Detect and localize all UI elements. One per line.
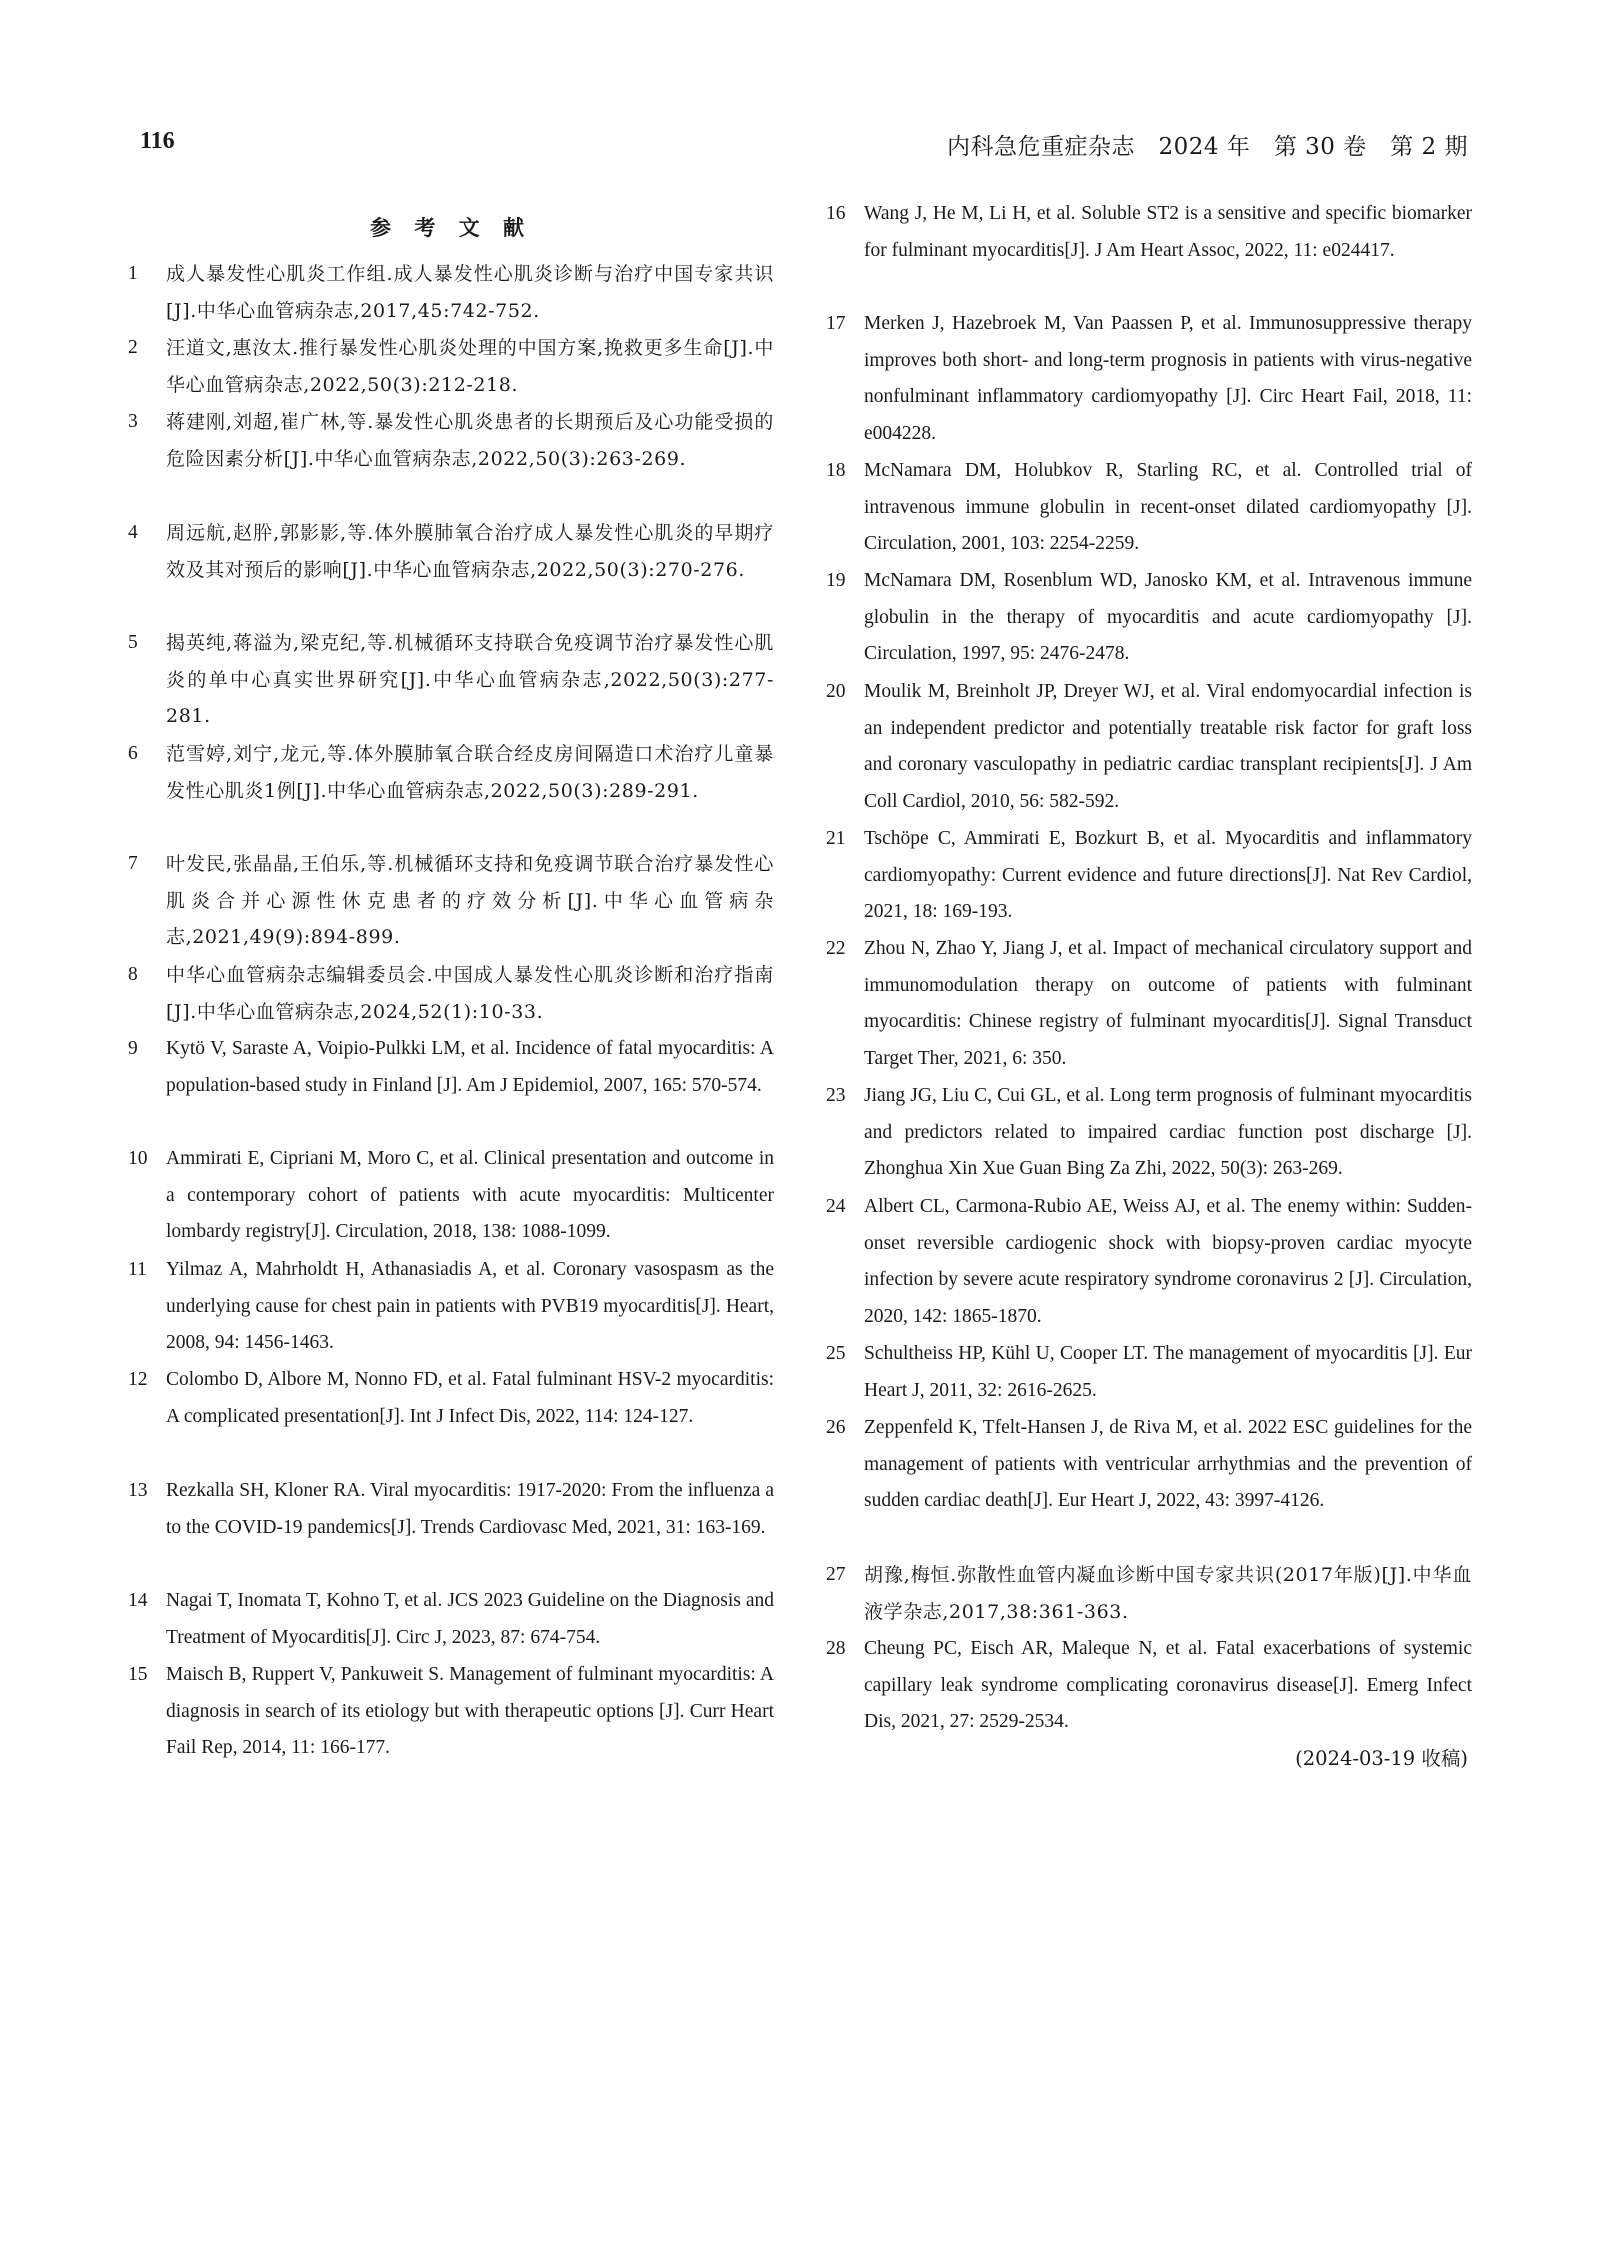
reference-item [826, 1557, 1472, 1630]
reference-item [128, 404, 774, 477]
reference-number: 12 [128, 1369, 148, 1390]
reference-item [128, 625, 774, 735]
reference-number: 14 [128, 1590, 148, 1611]
reference-text: 范雪婷,刘宁,龙元,等.体外膜肺氧合联合经皮房间隔造口术治疗儿童暴发性心肌炎1例[J].中华心血管病杂志,2022,50(3):289-291. [166, 743, 774, 802]
reference-text: Colombo D, Albore M, Nonno FD, et al. Fatal fulminant HSV-2 myocarditis: A complicated presentation[J]. Int J Infect Dis, 2022, 114: 124-127. [166, 1369, 774, 1427]
reference-number: 16 [826, 203, 846, 224]
reference-number: 23 [826, 1085, 846, 1106]
reference-number: 26 [826, 1417, 846, 1438]
reference-item [128, 330, 774, 403]
reference-text: Nagai T, Inomata T, Kohno T, et al. JCS 2023 Guideline on the Diagnosis and Treatment of Myocarditis[J]. Circ J, 2023, 87: 674-754. [166, 1590, 774, 1648]
reference-number: 3 [128, 411, 138, 432]
reference-item [128, 1141, 774, 1251]
reference-item [128, 736, 774, 809]
reference-text: Schultheiss HP, Kühl U, Cooper LT. The management of myocarditis [J]. Eur Heart J, 2011, 32: 2616-2625. [864, 1343, 1472, 1401]
reference-number: 24 [826, 1196, 846, 1217]
reference-number: 27 [826, 1564, 846, 1585]
reference-text: 中华心血管病杂志编辑委员会.中国成人暴发性心肌炎诊断和治疗指南[J].中华心血管病杂志,2024,52(1):10-33. [166, 964, 774, 1023]
reference-text: 蒋建刚,刘超,崔广林,等.暴发性心肌炎患者的长期预后及心功能受损的危险因素分析[J].中华心血管病杂志,2022,50(3):263-269. [166, 411, 774, 470]
reference-number: 11 [128, 1259, 147, 1280]
reference-text: Maisch B, Ruppert V, Pankuweit S. Management of fulminant myocarditis: A diagnosis in search of its etiology but with therapeutic options [J]. Curr Heart Fail Rep, 2014, 11: 166-177. [166, 1664, 774, 1759]
reference-item [128, 1583, 774, 1656]
reference-number: 20 [826, 681, 846, 702]
reference-text: Albert CL, Carmona-Rubio AE, Weiss AJ, et al. The enemy within: Sudden-onset reversible cardiogenic shock with biopsy-proven cardiac myocyte infection by severe acute respiratory syndrome coronavirus 2 [J]. Circulation, 2020, 142: 1865-1870. [864, 1196, 1472, 1327]
reference-item [826, 196, 1472, 269]
reference-text: 成人暴发性心肌炎工作组.成人暴发性心肌炎诊断与治疗中国专家共识[J].中华心血管病杂志,2017,45:742-752. [166, 263, 774, 322]
reference-number: 22 [826, 938, 846, 959]
reference-text: 周远航,赵肸,郭影影,等.体外膜肺氧合治疗成人暴发性心肌炎的早期疗效及其对预后的影响[J].中华心血管病杂志,2022,50(3):270-276. [166, 522, 774, 581]
reference-number: 2 [128, 337, 138, 358]
journal-header: 内科急危重症杂志 2024 年 第 30 卷 第 2 期 [947, 134, 1468, 160]
reference-item [826, 931, 1472, 1077]
reference-text: Kytö V, Saraste A, Voipio-Pulkki LM, et al. Incidence of fatal myocarditis: A population-based study in Finland [J]. Am J Epidemiol, 2007, 165: 570-574. [166, 1038, 774, 1096]
reference-item [128, 1362, 774, 1435]
reference-number: 28 [826, 1638, 846, 1659]
references-heading: 参 考 文 献 [370, 215, 532, 240]
reference-item [128, 1031, 774, 1104]
reference-number: 10 [128, 1148, 148, 1169]
reference-number: 8 [128, 964, 138, 985]
reference-text: 揭英纯,蒋溢为,梁克纪,等.机械循环支持联合免疫调节治疗暴发性心肌炎的单中心真实世界研究[J].中华心血管病杂志,2022,50(3):277-281. [166, 632, 774, 728]
reference-item [826, 453, 1472, 563]
reference-text: Cheung PC, Eisch AR, Maleque N, et al. Fatal exacerbations of systemic capillary leak syndrome complicating coronavirus disease[J]. Emerg Infect Dis, 2021, 27: 2529-2534. [864, 1638, 1472, 1733]
reference-text: Zeppenfeld K, Tfelt-Hansen J, de Riva M, et al. 2022 ESC guidelines for the management of patients with ventricular arrhythmias and the prevention of sudden cardiac death[J]. Eur Heart J, 2022, 43: 3997-4126. [864, 1417, 1472, 1512]
reference-number: 5 [128, 632, 138, 653]
reference-number: 9 [128, 1038, 138, 1059]
reference-item [826, 1336, 1472, 1409]
reference-text: Zhou N, Zhao Y, Jiang J, et al. Impact of mechanical circulatory support and immunomodulation therapy on outcome of patients with fulminant myocarditis: Chinese registry of fulminant myocarditis[J]. Signal Transduct Target Ther, 2021, 6: 350. [864, 938, 1472, 1069]
reference-text: Tschöpe C, Ammirati E, Bozkurt B, et al. Myocarditis and inflammatory cardiomyopathy: Current evidence and future directions[J]. Nat Rev Cardiol, 2021, 18: 169-193. [864, 828, 1472, 923]
reference-text: Merken J, Hazebroek M, Van Paassen P, et al. Immunosuppressive therapy improves both short- and long-term prognosis in patients with virus-negative nonfulminant inflammatory cardiomyopathy [J]. Circ Heart Fail, 2018, 11: e004228. [864, 313, 1472, 444]
reference-number: 21 [826, 828, 846, 849]
reference-number: 4 [128, 522, 138, 543]
reference-text: Wang J, He M, Li H, et al. Soluble ST2 is a sensitive and specific biomarker for fulminant myocarditis[J]. J Am Heart Assoc, 2022, 11: e024417. [864, 203, 1472, 261]
reference-number: 19 [826, 570, 846, 591]
reference-number: 13 [128, 1480, 148, 1501]
reference-number: 17 [826, 313, 846, 334]
page-number: 116 [140, 128, 175, 154]
reference-item [826, 1078, 1472, 1188]
reference-item [826, 563, 1472, 673]
reference-item [826, 306, 1472, 452]
reference-text: McNamara DM, Holubkov R, Starling RC, et al. Controlled trial of intravenous immune globulin in recent-onset dilated cardiomyopathy [J]. Circulation, 2001, 103: 2254-2259. [864, 460, 1472, 555]
reference-number: 7 [128, 853, 138, 874]
reference-item [128, 846, 774, 956]
reference-item [826, 1631, 1472, 1741]
received-date: (2024-03-19 收稿) [1295, 1747, 1468, 1770]
reference-text: Moulik M, Breinholt JP, Dreyer WJ, et al. Viral endomyocardial infection is an independent predictor and potentially treatable risk factor for graft loss and coronary vasculopathy in pediatric cardiac transplant recipients[J]. J Am Coll Cardiol, 2010, 56: 582-592. [864, 681, 1472, 812]
reference-text: McNamara DM, Rosenblum WD, Janosko KM, et al. Intravenous immune globulin in the therapy of myocarditis and acute cardiomyopathy [J]. Circulation, 1997, 95: 2476-2478. [864, 570, 1472, 665]
reference-item [826, 1410, 1472, 1520]
reference-item [826, 1189, 1472, 1335]
reference-text: 叶发民,张晶晶,王伯乐,等.机械循环支持和免疫调节联合治疗暴发性心肌炎合并心源性休克患者的疗效分析[J].中华心血管病杂志,2021,49(9):894-899. [166, 853, 774, 949]
reference-number: 6 [128, 743, 138, 764]
reference-number: 18 [826, 460, 846, 481]
reference-item [826, 821, 1472, 931]
reference-text: Yilmaz A, Mahrholdt H, Athanasiadis A, et al. Coronary vasospasm as the underlying cause for chest pain in patients with PVB19 myocarditis[J]. Heart, 2008, 94: 1456-1463. [166, 1259, 774, 1354]
reference-number: 25 [826, 1343, 846, 1364]
reference-text: Ammirati E, Cipriani M, Moro C, et al. Clinical presentation and outcome in a contemporary cohort of patients with acute myocarditis: Multicenter lombardy registry[J]. Circulation, 2018, 138: 1088-1099. [166, 1148, 774, 1243]
reference-item [128, 957, 774, 1030]
reference-number: 15 [128, 1664, 148, 1685]
reference-item [128, 515, 774, 588]
reference-item [826, 674, 1472, 820]
reference-item [128, 1473, 774, 1546]
reference-item [128, 1252, 774, 1362]
reference-number: 1 [128, 263, 138, 284]
reference-text: Jiang JG, Liu C, Cui GL, et al. Long term prognosis of fulminant myocarditis and predictors related to impaired cardiac function post discharge [J]. Zhonghua Xin Xue Guan Bing Za Zhi, 2022, 50(3): 263-269. [864, 1085, 1472, 1180]
reference-text: Rezkalla SH, Kloner RA. Viral myocarditis: 1917-2020: From the influenza a to the COVID-19 pandemics[J]. Trends Cardiovasc Med, 2021, 31: 163-169. [166, 1480, 774, 1538]
reference-item [128, 256, 774, 329]
reference-text: 汪道文,惠汝太.推行暴发性心肌炎处理的中国方案,挽救更多生命[J].中华心血管病杂志,2022,50(3):212-218. [166, 337, 774, 396]
reference-item [128, 1657, 774, 1767]
reference-text: 胡豫,梅恒.弥散性血管内凝血诊断中国专家共识(2017年版)[J].中华血液学杂志,2017,38:361-363. [864, 1564, 1472, 1623]
